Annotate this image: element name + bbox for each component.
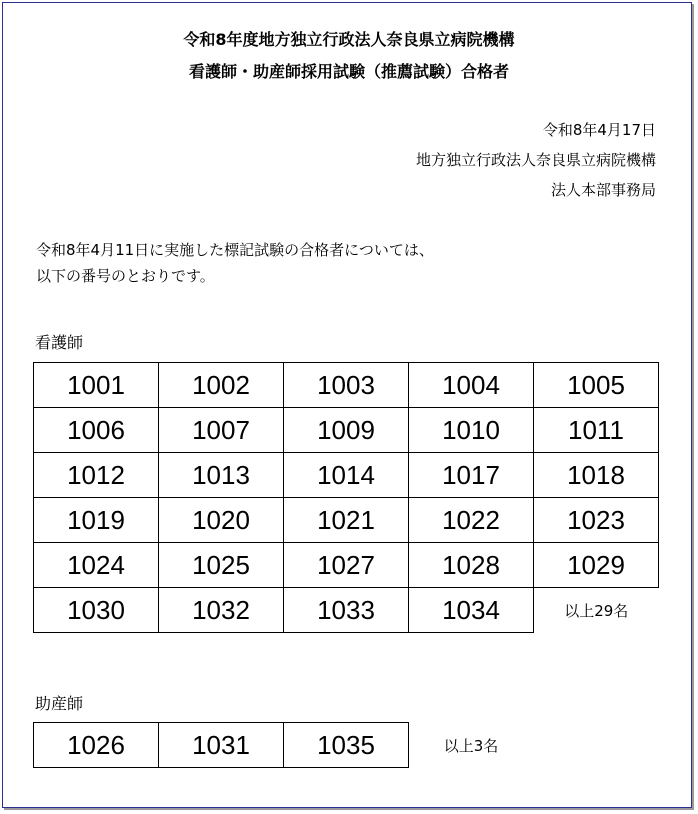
applicant-number-cell: 1011 [534,408,659,453]
nurse-section-heading: 看護師 [35,333,84,352]
passer-count-label: 以上3名 [443,736,499,755]
applicant-number-cell: 1002 [159,363,284,408]
applicant-number-cell: 1010 [409,408,534,453]
applicant-number-cell: 1003 [284,363,409,408]
organization-name: 地方独立行政法人奈良県立病院機構 [415,151,656,169]
midwife-section-heading: 助産師 [35,694,84,713]
department-name: 法人本部事務局 [550,181,656,199]
applicant-number-cell: 1005 [534,363,659,408]
applicant-number-cell: 1006 [34,408,159,453]
table-row [34,723,534,768]
applicant-number-cell: 1034 [409,588,534,633]
document-title-line1: 令和8年度地方独立行政法人奈良県立病院機構 [183,30,515,49]
applicant-number-cell: 1033 [284,588,409,633]
applicant-number-cell: 1035 [284,723,409,768]
table-row [34,408,659,453]
applicant-number-cell: 1007 [159,408,284,453]
announcement-date: 令和8年4月17日 [542,121,656,139]
table-row [34,543,659,588]
table-row [34,588,659,633]
nurse-number-table [33,362,659,633]
applicant-number-cell: 1023 [534,498,659,543]
applicant-number-cell: 1012 [34,453,159,498]
applicant-number-cell: 1026 [34,723,159,768]
intro-paragraph [36,237,434,289]
applicant-number-cell: 1013 [159,453,284,498]
table-row [34,363,659,408]
applicant-number-cell: 1014 [284,453,409,498]
table-row [34,453,659,498]
midwife-number-table [33,722,533,768]
passer-count-label: 以上29名 [564,601,629,620]
applicant-number-cell: 1024 [34,543,159,588]
applicant-number-cell: 1025 [159,543,284,588]
document-title-line2: 看護師・助産師採用試験（推薦試験）合格者 [188,62,509,81]
applicant-number-cell: 1018 [534,453,659,498]
applicant-number-cell: 1021 [284,498,409,543]
applicant-number-cell: 1029 [534,543,659,588]
applicant-number-cell: 1027 [284,543,409,588]
table-row [34,498,659,543]
applicant-number-cell: 1004 [409,363,534,408]
intro-line-1: 令和8年4月11日に実施した標記試験の合格者については、 [36,241,434,259]
applicant-number-cell: 1009 [284,408,409,453]
intro-line-2: 以下の番号のとおりです。 [36,267,215,285]
applicant-number-cell: 1028 [409,543,534,588]
applicant-number-cell: 1031 [159,723,284,768]
applicant-number-cell: 1017 [409,453,534,498]
applicant-number-cell: 1032 [159,588,284,633]
applicant-number-cell: 1030 [34,588,159,633]
applicant-number-cell: 1020 [159,498,284,543]
applicant-number-cell: 1019 [34,498,159,543]
applicant-number-cell: 1022 [409,498,534,543]
applicant-number-cell: 1001 [34,363,159,408]
